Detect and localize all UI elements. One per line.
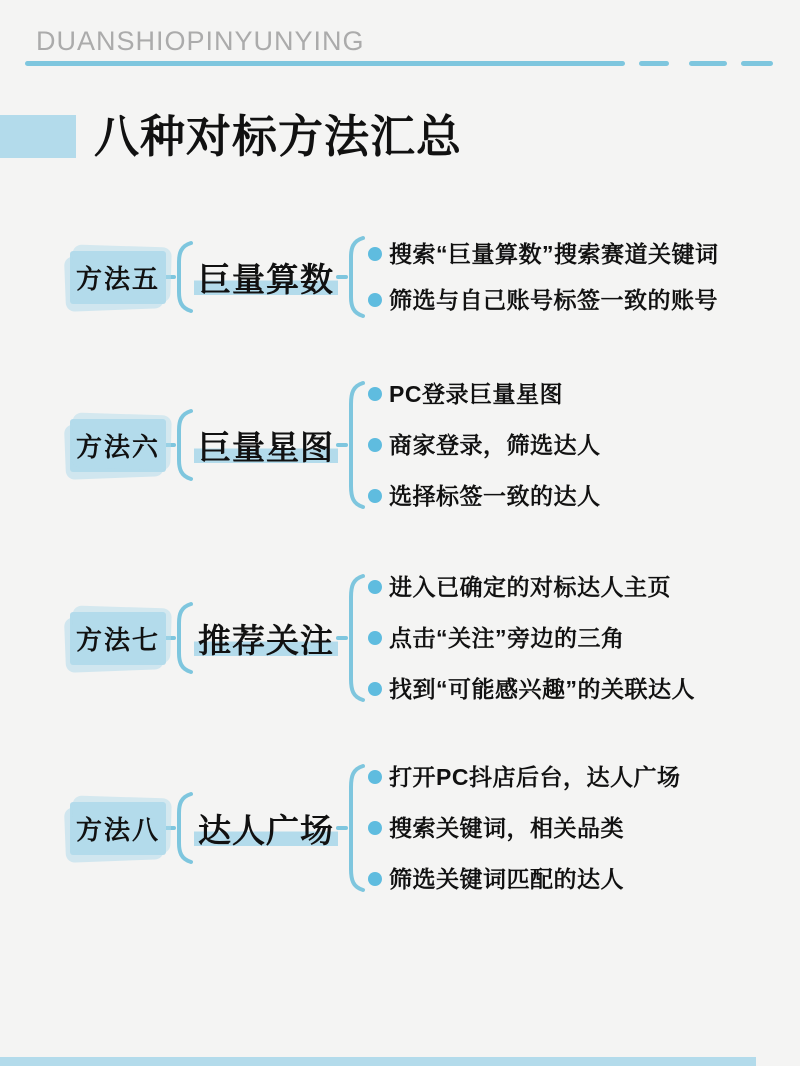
bullet-text: 搜索关键词，相关品类 — [389, 815, 625, 841]
connector-line — [336, 443, 348, 447]
bullet-dot-icon — [368, 489, 382, 503]
method-label-patch — [70, 802, 166, 855]
divider-dash — [639, 61, 669, 66]
bullet-text: 搜索“巨量算数”搜索赛道关键词 — [389, 241, 719, 267]
page-title: 八种对标方法汇总 — [94, 111, 463, 162]
method-label-patch — [70, 612, 166, 665]
divider-dash — [741, 61, 773, 66]
connector-line — [336, 275, 348, 279]
list-item — [368, 483, 601, 509]
list-item — [368, 815, 680, 841]
bullet-text: PC登录巨量星图 — [389, 381, 563, 407]
method-keyword: 巨量星图 — [194, 420, 338, 471]
method-keyword: 巨量算数 — [194, 252, 338, 303]
bullet-dot-icon — [368, 872, 382, 886]
bullet-list — [368, 381, 601, 509]
bullet-list — [368, 764, 680, 892]
connector-line — [336, 826, 348, 830]
bullet-dot-icon — [368, 821, 382, 835]
method-keyword: 推荐关注 — [194, 613, 338, 664]
bracket-icon — [346, 763, 366, 893]
bullet-text: 点击“关注”旁边的三角 — [389, 625, 625, 651]
bracket-icon — [346, 573, 366, 703]
list-item — [368, 625, 695, 651]
bracket-icon — [174, 601, 194, 675]
bullet-text: 商家登录，筛选达人 — [389, 432, 601, 458]
bullet-text: 筛选关键词匹配的达人 — [389, 866, 625, 892]
bullet-dot-icon — [368, 580, 382, 594]
bullet-dot-icon — [368, 770, 382, 784]
bullet-text: 选择标签一致的达人 — [389, 483, 601, 509]
bracket-icon — [346, 380, 366, 510]
list-item — [368, 764, 680, 790]
method-label-patch — [70, 251, 166, 304]
bullet-dot-icon — [368, 293, 382, 307]
list-item — [368, 381, 601, 407]
bracket-icon — [174, 408, 194, 482]
list-item — [368, 241, 719, 267]
bullet-text: 找到“可能感兴趣”的关联达人 — [389, 676, 696, 702]
method-section-7 — [70, 573, 695, 703]
title-accent-block — [0, 115, 76, 158]
bullet-text: 进入已确定的对标达人主页 — [389, 574, 672, 600]
bracket-icon — [174, 240, 194, 314]
header-divider — [25, 61, 775, 66]
list-item — [368, 574, 695, 600]
method-label: 方法五 — [76, 263, 161, 294]
bullet-dot-icon — [368, 247, 382, 261]
divider-solid-segment — [25, 61, 625, 66]
brand-logo-text: DUANSHIOPINYUNYING — [36, 26, 365, 56]
connector-line — [336, 636, 348, 640]
method-label: 方法六 — [76, 431, 161, 462]
method-section-8 — [70, 763, 680, 893]
method-label: 方法八 — [76, 814, 161, 845]
footer-accent-bar — [0, 1057, 756, 1066]
bullet-dot-icon — [368, 631, 382, 645]
bullet-text: 筛选与自己账号标签一致的账号 — [389, 287, 719, 313]
bullet-dot-icon — [368, 438, 382, 452]
method-label: 方法七 — [76, 624, 161, 655]
list-item — [368, 432, 601, 458]
list-item — [368, 287, 719, 313]
bullet-list — [368, 241, 719, 313]
bracket-icon — [174, 791, 194, 865]
bullet-list — [368, 574, 695, 702]
divider-dash — [689, 61, 727, 66]
method-keyword: 达人广场 — [194, 803, 338, 854]
bullet-dot-icon — [368, 682, 382, 696]
method-section-6 — [70, 380, 601, 510]
method-section-5 — [70, 235, 719, 319]
bullet-dot-icon — [368, 387, 382, 401]
list-item — [368, 866, 680, 892]
bracket-icon — [346, 235, 366, 319]
bullet-text: 打开PC抖店后台，达人广场 — [389, 764, 681, 790]
method-label-patch — [70, 419, 166, 472]
list-item — [368, 676, 695, 702]
